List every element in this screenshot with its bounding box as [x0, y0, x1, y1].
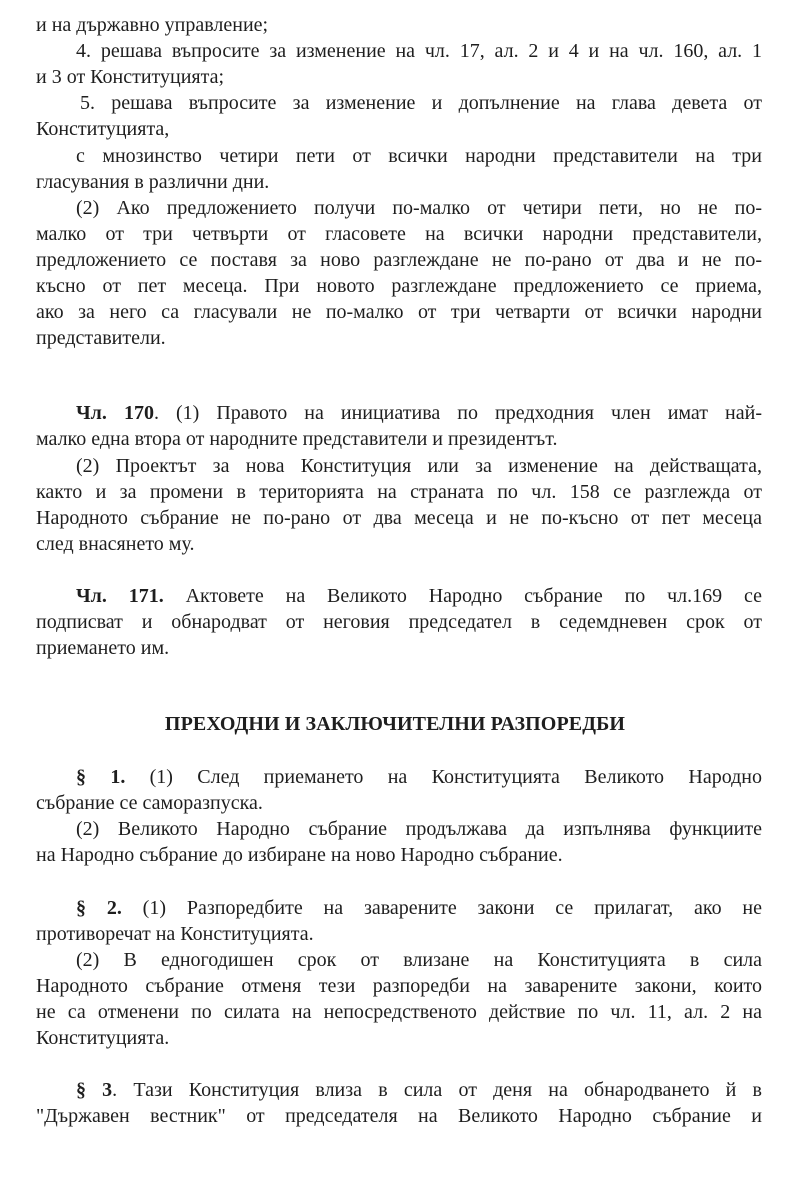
section-heading: ПРЕХОДНИ И ЗАКЛЮЧИТЕЛНИ РАЗПОРЕДБИ [164, 713, 626, 735]
text-line: не са отменени по силата на непосредственото действие по чл. 11, ал. 2 на [36, 1001, 762, 1023]
article-171-line [76, 583, 762, 609]
text-line: представители. [36, 327, 166, 349]
text-span: . Тази Конституция влиза в сила от деня на обнародването й в [112, 1079, 763, 1101]
text-line: (2) Проектът за нова Конституция или за изменение на действащата, [76, 455, 762, 477]
text-line: Народното събрание не по-рано от два месеца и не по-късно от пет месеца [36, 507, 762, 529]
article-170-line [76, 400, 762, 426]
article-171-label: Чл. 171. [76, 585, 164, 607]
text-span: (1) Разпоредбите на заварените закони се прилагат, ако не [121, 897, 762, 919]
text-line: подписват и обнародват от неговия председател в седемдневен срок от [36, 611, 762, 633]
text-line: гласувания в различни дни. [36, 171, 270, 193]
article-170-label: Чл. 170 [76, 402, 154, 424]
text-line: (2) Великото Народно събрание продължава да изпълнява функциите [76, 818, 762, 840]
text-line: късно от пет месеца. При новото разглеждане предложението се приема, [36, 275, 762, 297]
text-line: на Народно събрание до избиране на ново Народно събрание. [36, 844, 563, 866]
text-line: противоречат на Конституцията. [36, 923, 314, 945]
text-line: Конституцията, [36, 118, 170, 140]
text-line: Конституцията. [36, 1027, 170, 1049]
paragraph-3-line [76, 1077, 762, 1103]
text-line: ако за него са гласували не по-малко от три четварти от всички народни [36, 301, 762, 323]
text-line: (2) Ако предложението получи по-малко от четири пети, но не по- [76, 197, 762, 219]
text-line: с мнозинство четири пети от всички народни представители на три [76, 145, 762, 167]
text-line: (2) В едногодишен срок от влизане на Конституцията в сила [76, 949, 762, 971]
text-line: 4. решава въпросите за изменение на чл. 17, ал. 2 и 4 и на чл. 160, ал. 1 [76, 40, 762, 62]
text-line: малко от три четвърти от гласовете на всички народни представители, [36, 223, 762, 245]
paragraph-2-label: § 2. [76, 897, 122, 919]
text-line: приемането им. [36, 637, 170, 659]
paragraph-2-line [76, 895, 762, 921]
paragraph-1-line [76, 764, 762, 790]
text-span: (1) След приемането на Конституцията Великото Народно [125, 766, 762, 788]
paragraph-3-label: § 3 [76, 1079, 113, 1101]
text-line: събрание се саморазпуска. [36, 792, 263, 814]
text-line: и 3 от Конституцията; [36, 66, 225, 88]
text-line: както и за промени в територията на страната по чл. 158 се разглежда от [36, 481, 762, 503]
paragraph-1-label: § 1. [76, 766, 126, 788]
text-line: "Държавен вестник" от председателя на Великото Народно събрание и [36, 1105, 762, 1127]
text-line: след внасянето му. [36, 533, 195, 555]
text-line: 5. решава въпросите за изменение и допълнение на глава девета от [80, 92, 762, 114]
text-line: предложението се поставя за ново разглеждане не по-рано от два и не по- [36, 249, 762, 271]
text-line: малко една втора от народните представители и президентът. [36, 428, 558, 450]
text-span: Актовете на Великото Народно събрание по чл.169 се [163, 585, 762, 607]
text-line: Народното събрание отменя тези разпоредби на заварените закони, които [36, 975, 762, 997]
text-span: . (1) Правото на инициатива по предходния член имат най- [153, 402, 762, 424]
text-line: и на държавно управление; [36, 14, 269, 36]
